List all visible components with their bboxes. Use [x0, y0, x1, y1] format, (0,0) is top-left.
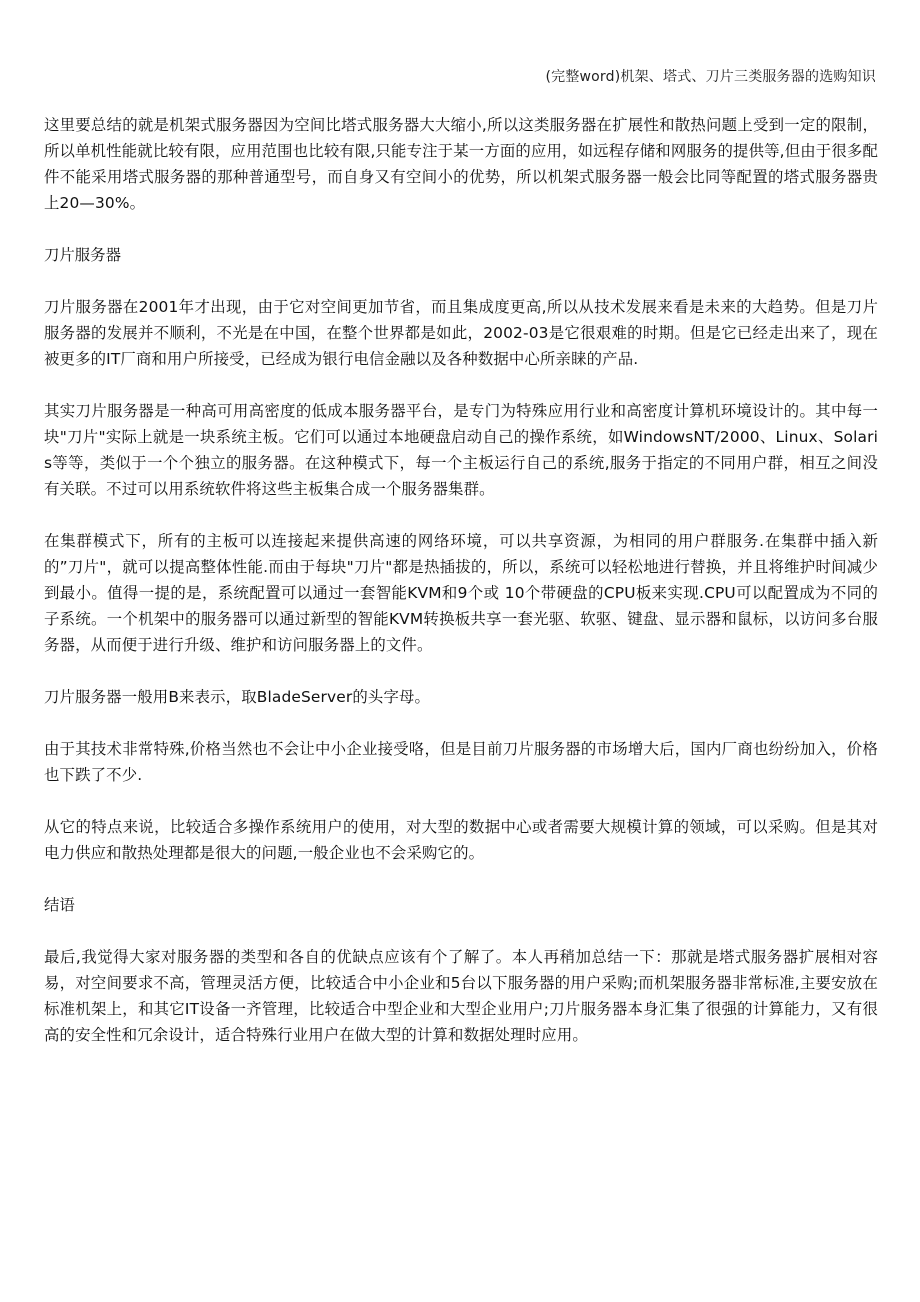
paragraph-blade-abbreviation: 刀片服务器一般用B来表示，取BladeServer的头字母。 [44, 688, 431, 706]
paragraph-gap [44, 788, 878, 814]
paragraph-gap [44, 502, 878, 528]
page-header: (完整word)机架、塔式、刀片三类服务器的选购知识 [545, 69, 876, 85]
paragraph-gap [44, 658, 878, 684]
paragraph-gap [44, 918, 878, 944]
section-heading-blade-server: 刀片服务器 [44, 246, 121, 264]
document-body [44, 112, 878, 1048]
paragraph-rack-summary: 这里要总结的就是机架式服务器因为空间比塔式服务器大大缩小,所以这类服务器在扩展性和散热问题上受到一定的限制，所以单机性能就比较有限，应用范围也比较有限,只能专注于某一方面的应用，如远程存储和网服务的提供等,但由于很多配件不能采用塔式服务器的那种普通型号，而自身又有空间小的优势，所以机架式服务器一般会比同等配置的塔式服务器贵上20—30%。 [44, 116, 878, 212]
paragraph-conclusion: 最后,我觉得大家对服务器的类型和各自的优缺点应该有个了解了。本人再稍加总结一下：那就是塔式服务器扩展相对容易，对空间要求不高，管理灵活方便，比较适合中小企业和5台以下服务器的用户采购;而机架服务器非常标准,主要安放在标准机架上，和其它IT设备一齐管理，比较适合中型企业和大型企业用户;刀片服务器本身汇集了很强的计算能力，又有很高的安全性和冗余设计，适合特殊行业用户在做大型的计算和数据处理时应用。 [44, 948, 878, 1044]
section-heading-conclusion: 结语 [44, 896, 75, 914]
paragraph-gap [44, 372, 878, 398]
paragraph-gap [44, 268, 878, 294]
paragraph-gap [44, 710, 878, 736]
paragraph-blade-definition: 其实刀片服务器是一种高可用高密度的低成本服务器平台，是专门为特殊应用行业和高密度计算机环境设计的。其中每一块"刀片"实际上就是一块系统主板。它们可以通过本地硬盘启动自己的操作系统，如WindowsNT/2000、Linux、Solaris等等，类似于一个个独立的服务器。在这种模式下，每一个主板运行自己的系统,服务于指定的不同用户群，相互之间没有关联。不过可以用系统软件将这些主板集合成一个服务器集群。 [44, 402, 878, 498]
paragraph-cluster-mode: 在集群模式下，所有的主板可以连接起来提供高速的网络环境，可以共享资源，为相同的用户群服务.在集群中插入新的”刀片"，就可以提高整体性能.而由于每块"刀片"都是热插拔的，所以，系统可以轻松地进行替换，并且将维护时间减少到最小。值得一提的是，系统配置可以通过一套智能KVM和9个或 10个带硬盘的CPU板来实现.CPU可以配置成为不同的子系统。一个机架中的服务器可以通过新型的智能KVM转换板共享一套光驱、软驱、键盘、显示器和鼠标，以访问多台服务器，从而便于进行升级、维护和访问服务器上的文件。 [44, 532, 878, 654]
paragraph-gap [44, 216, 878, 242]
paragraph-gap [44, 866, 878, 892]
paragraph-blade-price: 由于其技术非常特殊,价格当然也不会让中小企业接受咯，但是目前刀片服务器的市场增大后，国内厂商也纷纷加入，价格也下跌了不少. [44, 740, 878, 784]
paragraph-blade-suitability: 从它的特点来说，比较适合多操作系统用户的使用，对大型的数据中心或者需要大规模计算的领域，可以采购。但是其对电力供应和散热处理都是很大的问题,一般企业也不会采购它的。 [44, 818, 878, 862]
paragraph-blade-history: 刀片服务器在2001年才出现，由于它对空间更加节省，而且集成度更高,所以从技术发展来看是未来的大趋势。但是刀片服务器的发展并不顺利，不光是在中国，在整个世界都是如此，2002-03是它很艰难的时期。但是它已经走出来了，现在被更多的IT厂商和用户所接受，已经成为银行电信金融以及各种数据中心所亲睐的产品. [44, 298, 878, 368]
